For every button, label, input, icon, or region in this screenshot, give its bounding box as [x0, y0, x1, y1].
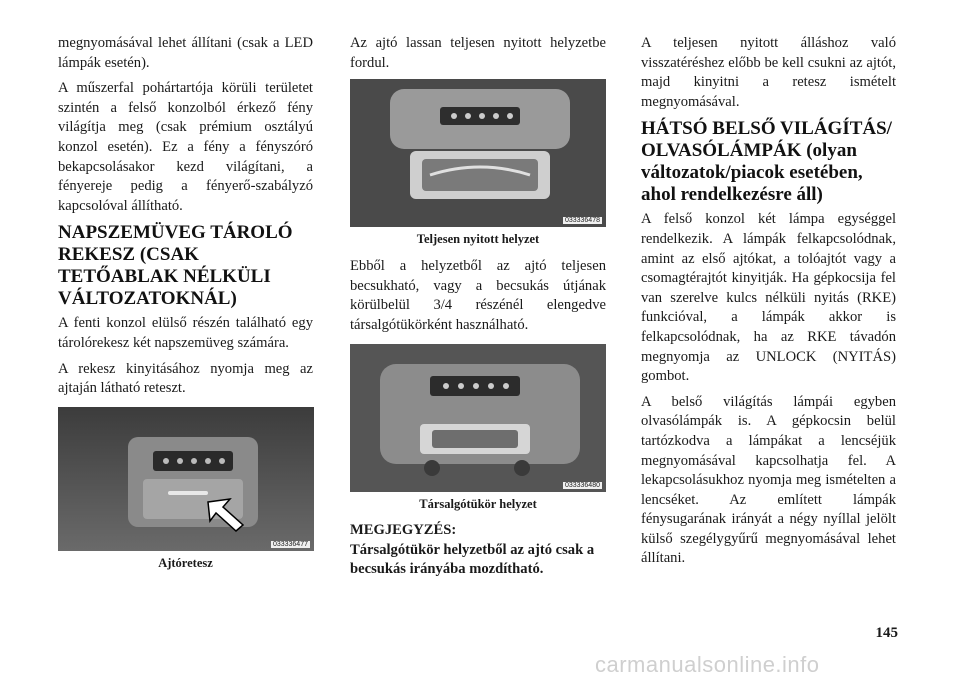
paragraph: A felső konzol két lámpa egységgel rendelkezik. A lámpák felkapcsolódnak, amint az első ajtókat, a tolóajtót vagy a csomagtérajtót kinyitják. Ha gépkocsija fel van szerelve kulcs nélküli nyitás (RKE) funkcióval, a lámpák akkor is felkapcsolódnak, ha az RKE távadón megnyomja az UNLOCK (NYITÁS) gombot.: [641, 211, 896, 385]
page-number: 145: [875, 625, 898, 641]
paragraph: A belső világítás lámpái egyben olvasólámpák is. A gépkocsin belül tartózkodva a lámpákat a lencséjük megnyomásával kapcsolhatja fel. A lekapcsolásukhoz nyomja meg ismételten a lencséket. Az említett lámpák fénysugarának irányát a négy nyíllal jelölt külső szegélygyűrű megnyomásával lehet állítani.: [641, 393, 896, 567]
section-heading: NAPSZEMÜVEG TÁROLÓ REKESZ (CSAK TETŐABLAK NÉLKÜLI VÁLTOZATOKNÁL): [58, 222, 293, 310]
photo-door-latch: [58, 407, 314, 551]
column-3: [641, 34, 896, 575]
figure-caption: Ajtóretesz: [158, 555, 213, 570]
column-1: [58, 34, 313, 581]
section-heading: HÁTSÓ BELSŐ VILÁGÍTÁS/ OLVASÓLÁMPÁK (olyan változatok/piacok esetében, ahol rendelkezésre áll): [641, 118, 892, 206]
paragraph: A teljesen nyitott álláshoz való visszatéréshez előbb be kell csukni az ajtót, majd kinyitni a retesz ismételt megnyomásával.: [641, 35, 896, 110]
image-code: 033336480: [564, 481, 600, 489]
note-title: MEGJEGYZÉS:: [350, 521, 457, 538]
image-code: 033336478: [564, 217, 600, 225]
column-2: [350, 34, 606, 586]
paragraph: Ebből a helyzetből az ajtó teljesen becsukható, vagy a becsukás útjának körülbelül 3/4 részénél elengedve társalgótükörként használható.: [350, 258, 606, 333]
image-code: 033336477: [272, 540, 308, 548]
figure-caption: Teljesen nyitott helyzet: [416, 232, 540, 247]
figure-caption: Társalgótükör helyzet: [419, 496, 537, 511]
paragraph: A fenti konzol elülső részén található egy tárolórekesz két napszemüveg számára.: [58, 315, 313, 351]
paragraph: A műszerfal pohártartója körüli területet szintén a felső konzolból érkező fény világítja meg (csak prémium osztályú konzol esetén). Ez a fény a fényszóró bekapcsolásakor kezd világítani, a fényereje pedig a fényerő-szabályzó kapcsolóval állítható.: [58, 80, 313, 214]
paragraph: megnyomásával lehet állítani (csak a LED lámpák esetén).: [58, 35, 313, 71]
photo-fully-open: [350, 79, 606, 227]
photo-conversation-mirror: [350, 344, 606, 492]
paragraph: Az ajtó lassan teljesen nyitott helyzetbe fordul.: [350, 35, 606, 71]
watermark-footer: carmanualsonline.info: [595, 652, 820, 677]
note-body: Társalgótükör helyzetből az ajtó csak a becsukás irányába mozdítható.: [350, 541, 595, 578]
paragraph: A rekesz kinyitásához nyomja meg az ajtaján látható reteszt.: [58, 360, 313, 397]
